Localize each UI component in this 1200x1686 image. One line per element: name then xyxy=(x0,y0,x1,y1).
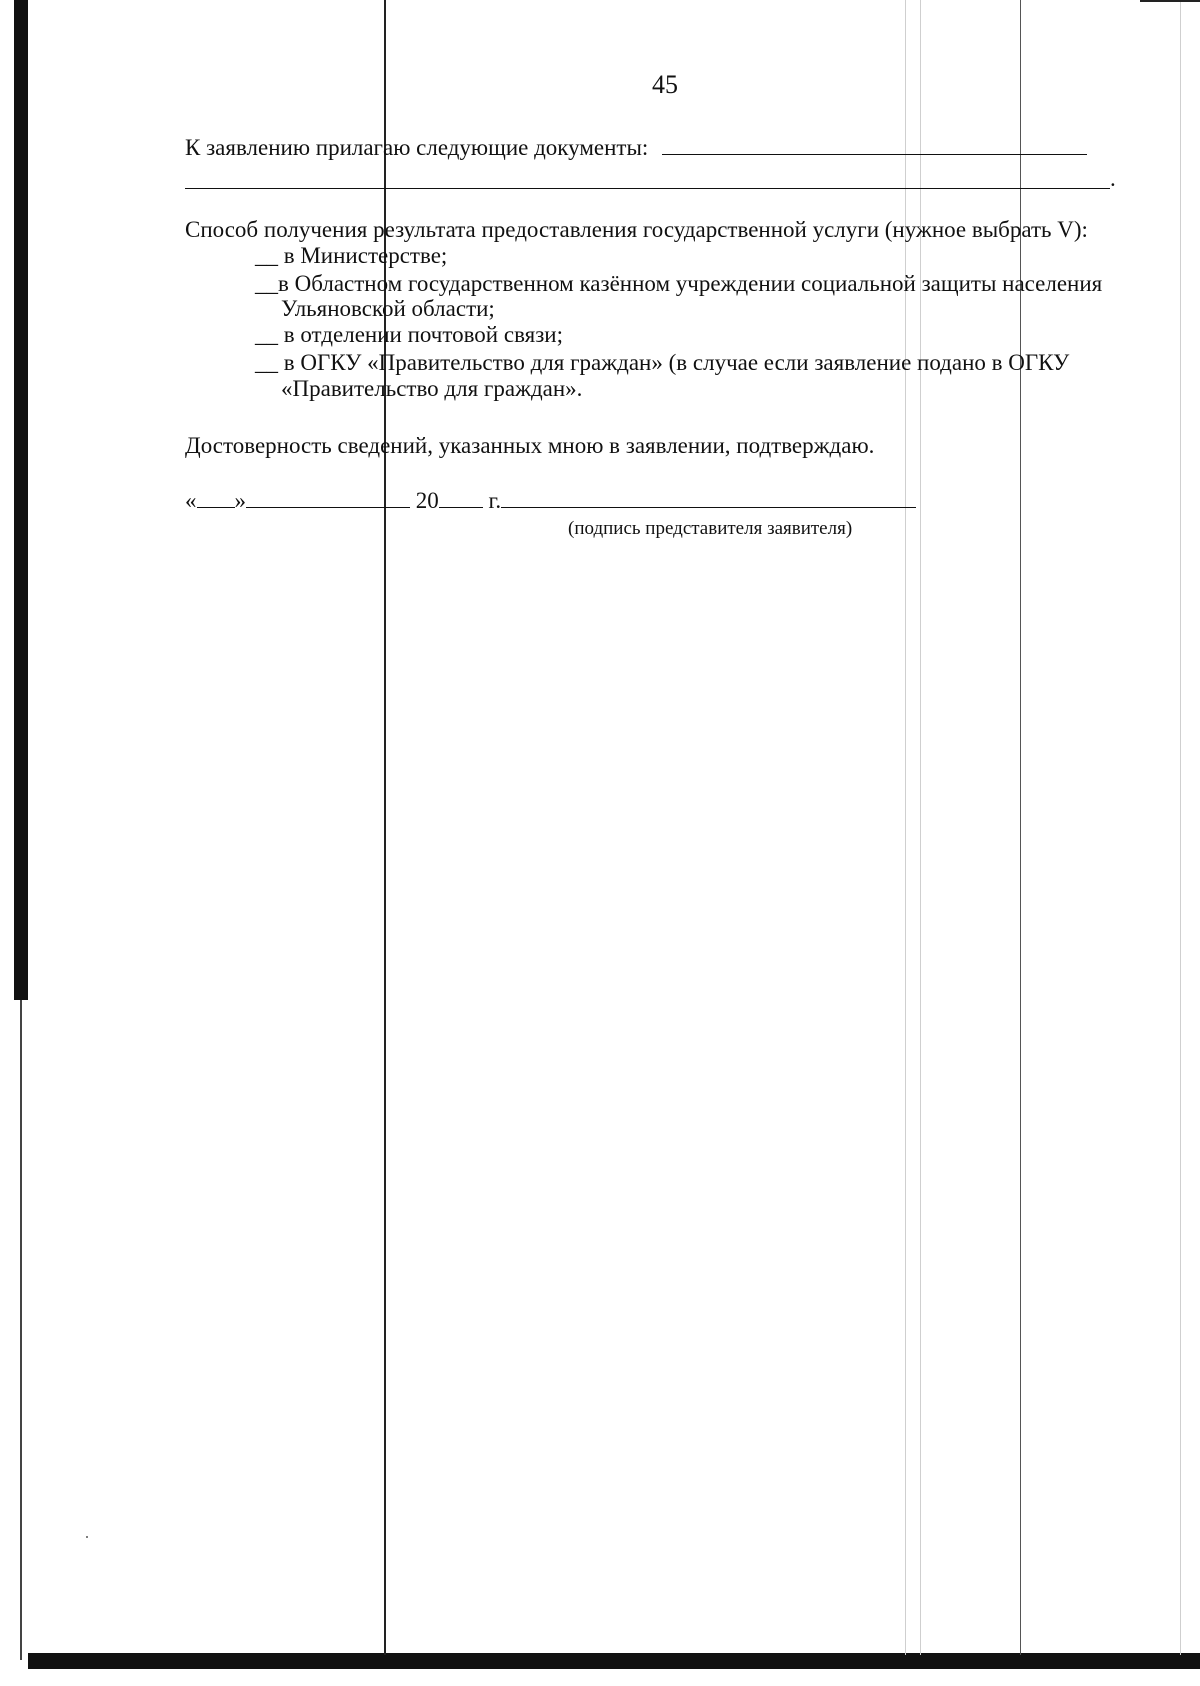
month-blank xyxy=(246,487,410,508)
option-blank: __ xyxy=(255,322,278,347)
option-post-office xyxy=(255,322,563,348)
option-social-institution-cont: Ульяновской области; xyxy=(281,296,495,321)
option-ministry xyxy=(255,243,447,269)
option-ogku xyxy=(255,350,1069,376)
scan-edge-left-thin xyxy=(20,1000,22,1660)
option-text: в Министерстве; xyxy=(283,243,448,268)
option-text: в отделении почтовой связи; xyxy=(283,322,563,347)
option-ogku-cont: «Правительство для граждан». xyxy=(281,376,583,401)
signature-caption: (подпись представителя заявителя) xyxy=(568,518,853,539)
year-blank xyxy=(439,487,483,508)
page-number: 45 xyxy=(652,70,678,99)
year-prefix: 20 xyxy=(415,488,439,513)
scan-edge-bottom xyxy=(28,1653,1200,1669)
method-heading: Способ получения результата предоставления государственной услуги (нужное выбрать V): xyxy=(185,217,1088,242)
open-quote: « xyxy=(185,488,197,513)
option-blank: __ xyxy=(255,243,278,268)
scan-faint-line xyxy=(905,0,906,1655)
scan-faint-line xyxy=(1180,0,1181,1655)
scan-faint-line xyxy=(920,0,921,1655)
attachments-line xyxy=(185,134,1087,161)
option-text: в ОГКУ «Правительство для граждан» (в случае если заявление подано в ОГКУ xyxy=(283,350,1070,375)
option-social-institution xyxy=(255,271,1102,297)
scan-edge-left xyxy=(14,0,28,1000)
signature-blank xyxy=(501,487,916,508)
attachments-end-mark: . xyxy=(1110,166,1116,191)
close-quote: » xyxy=(234,488,246,513)
attachments-blank-line-2 xyxy=(185,188,1110,189)
date-signature-line xyxy=(185,487,916,514)
attachments-label: К заявлению прилагаю следующие документы: xyxy=(185,135,649,160)
option-blank: __ xyxy=(255,350,278,375)
scan-corner-mark xyxy=(1140,0,1200,2)
option-blank: __ xyxy=(255,271,278,296)
scan-speck xyxy=(86,1536,88,1538)
year-suffix: г. xyxy=(488,488,502,513)
confirmation-text: Достоверность сведений, указанных мною в заявлении, подтверждаю. xyxy=(185,433,875,458)
scan-fold-line-right xyxy=(1020,0,1021,1655)
day-blank xyxy=(197,487,235,508)
option-text: в Областном государственном казённом учреждении социальной защиты населения xyxy=(278,271,1103,296)
attachments-blank xyxy=(662,134,1087,155)
